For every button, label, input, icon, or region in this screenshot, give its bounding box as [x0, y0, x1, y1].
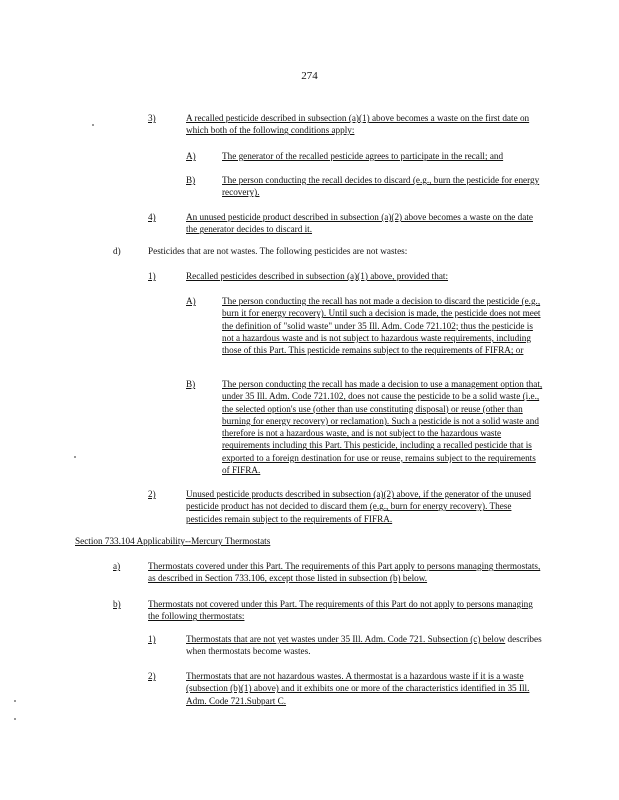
- scan-speck: [74, 456, 76, 458]
- item-text-sb2: Thermostats that are not hazardous wastes. A thermostat is a hazardous waste if it is a waste (subsection (b)(1) above) and it exhibits one or more of the characteristics identified in 35 Ill. Adm. Code 721.Subpart C.: [186, 671, 530, 706]
- item-label-sb1: 1): [148, 634, 156, 644]
- item-text-sb: Thermostats not covered under this Part. The requirements of this Part do not apply to persons managing the following thermostats:: [148, 599, 533, 622]
- item-text-d1-A: The person conducting the recall has not made a decision to discard the pesticide (e.g., burn it for energy recovery). Until such a decision is made, the pesticide does not meet the definition of "solid waste" under 35 Ill. Adm. Code 721.102; thus the pesticide is not a hazardous waste and is not subject to hazardous waste requirements, including those of this Part. This pesticide remains subject to the requirements of FIFRA; or: [222, 296, 541, 356]
- scan-speck: [92, 124, 94, 126]
- item-text-sb1-plain: describes when thermostats become wastes.: [186, 634, 542, 657]
- scan-speck: [14, 700, 16, 702]
- item-label-d: d): [113, 246, 121, 256]
- item-text-d1: Recalled pesticides described in subsection (a)(1) above, provided that:: [186, 271, 449, 281]
- item-text-sa: Thermostats covered under this Part. The requirements of this Part apply to persons managing thermostats, as described in Section 733.106, except those listed in subsection (b) below.: [148, 561, 541, 584]
- item-text-a3-A: The generator of the recalled pesticide agrees to participate in the recall; and: [222, 151, 504, 161]
- item-text-sb1-underlined: Thermostats that are not yet wastes under 35 Ill. Adm. Code 721. Subsection (c) below: [186, 634, 506, 644]
- item-text-sb1: [186, 633, 542, 658]
- item-label-d1-B: B): [186, 379, 196, 389]
- item-label-a4: 4): [148, 212, 156, 222]
- item-label-d2: 2): [148, 489, 156, 499]
- item-label-a3-B: B): [186, 175, 196, 185]
- page-number: 274: [301, 70, 318, 82]
- item-label-sa: a): [113, 561, 121, 571]
- item-text-a4: An unused pesticide product described in subsection (a)(2) above becomes a waste on the date the generator decides to discard it.: [186, 212, 533, 235]
- item-label-a3: 3): [148, 113, 156, 123]
- item-text-a3-B: The person conducting the recall decides to discard (e.g., burn the pesticide for energy recovery).: [222, 175, 540, 198]
- item-text-d1-B: The person conducting the recall has made a decision to use a management option that, under 35 Ill. Adm. Code 721.102, does not cause the pesticide to be a solid waste (i.e., the selected option's use (other than use constituting disposal) or reuse (other than burning for energy recovery) or reclamation). Such a pesticide is not a solid waste and therefore is not a hazardous waste, and is not subject to the hazardous waste requirements including this Part. This pesticide, including a recalled pesticide that is exported to a foreign destination for use or reuse, remains subject to the requirements of FIFRA.: [222, 379, 543, 476]
- scan-speck: [14, 718, 16, 720]
- section-heading: Section 733.104 Applicability--Mercury Thermostats: [75, 536, 271, 546]
- item-text-a3: A recalled pesticide described in subsection (a)(1) above becomes a waste on the first date on which both of the following conditions apply:: [186, 113, 530, 136]
- item-label-sb2: 2): [148, 671, 156, 681]
- item-text-d: Pesticides that are not wastes. The following pesticides are not wastes:: [148, 246, 408, 256]
- item-text-d2: Unused pesticide products described in subsection (a)(2) above, if the generator of the unused pesticide product has not decided to discard them (e.g., burn for energy recovery). These pesticides remain subject to the requirements of FIFRA.: [186, 489, 531, 524]
- item-label-a3-A: A): [186, 151, 196, 161]
- item-label-d1: 1): [148, 271, 156, 281]
- item-label-sb: b): [113, 599, 121, 609]
- item-label-d1-A: A): [186, 296, 196, 306]
